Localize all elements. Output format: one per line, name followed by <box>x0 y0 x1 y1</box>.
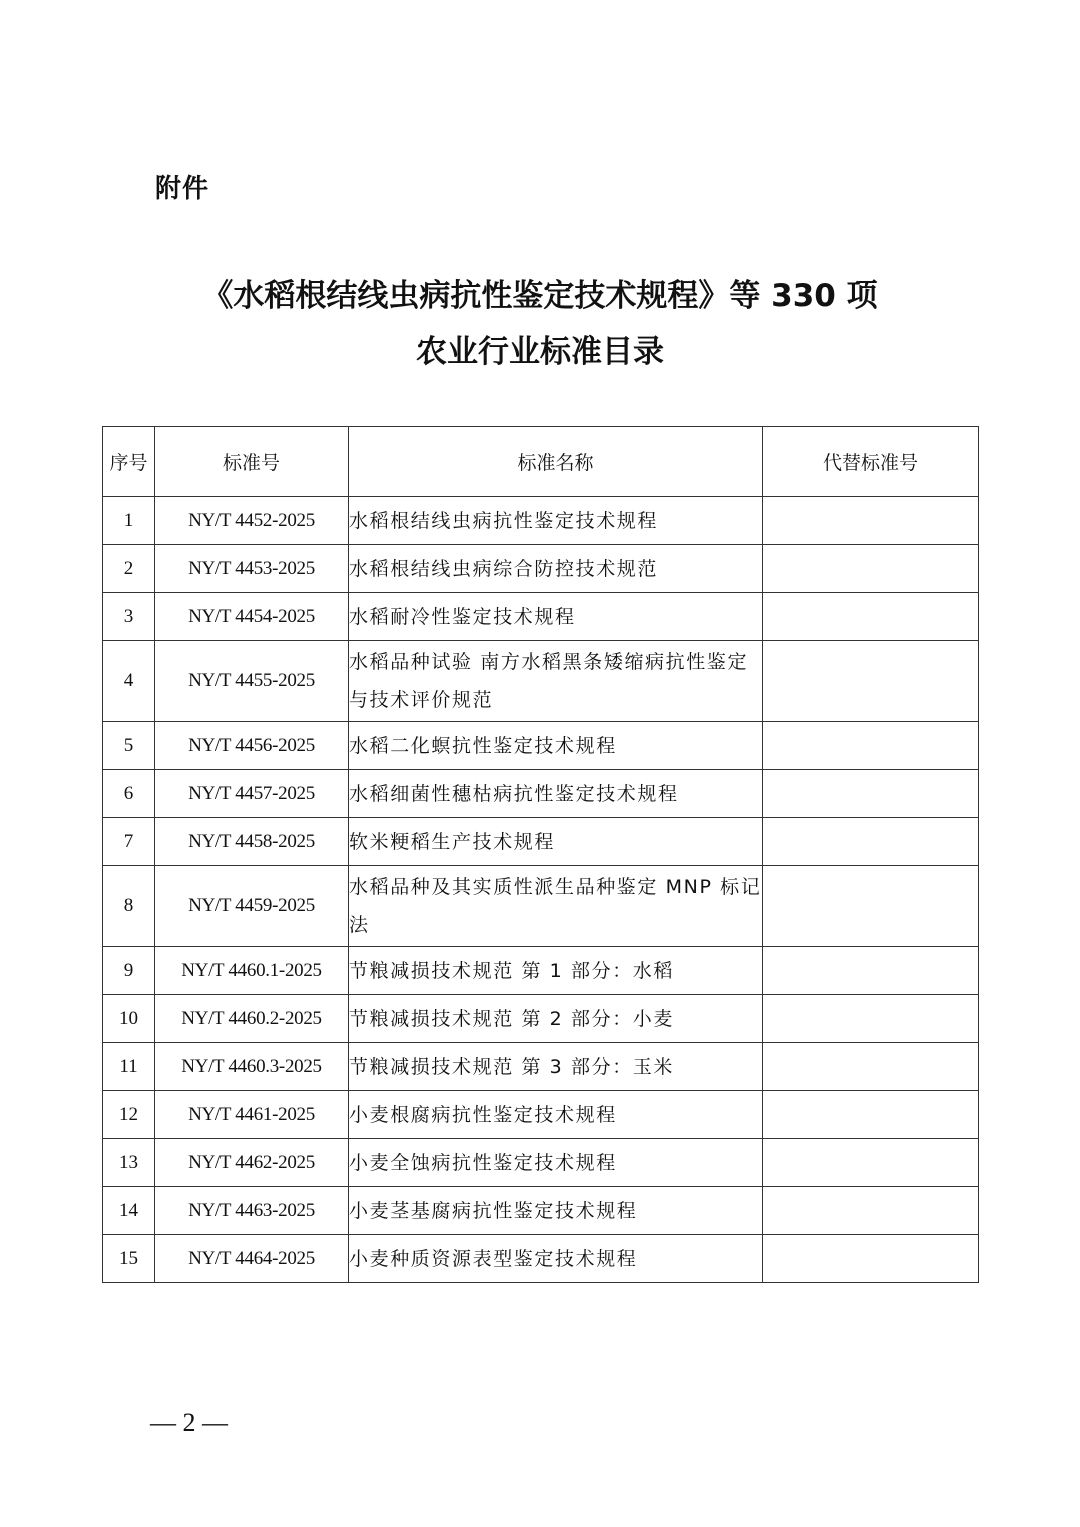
cell-name: 水稻品种及其实质性派生品种鉴定 MNP 标记法 <box>349 866 763 947</box>
header-name: 标准名称 <box>349 427 763 497</box>
table-row <box>103 1091 979 1139</box>
cell-seq: 11 <box>103 1043 155 1091</box>
cell-code: NY/T 4460.1-2025 <box>155 947 349 995</box>
document-title-line2: 农业行业标准目录 <box>416 334 664 370</box>
cell-code: NY/T 4460.3-2025 <box>155 1043 349 1091</box>
cell-replace <box>763 641 979 722</box>
cell-code: NY/T 4464-2025 <box>155 1235 349 1283</box>
cell-seq: 6 <box>103 770 155 818</box>
table-row <box>103 545 979 593</box>
cell-replace <box>763 818 979 866</box>
cell-replace <box>763 545 979 593</box>
cell-code: NY/T 4456-2025 <box>155 722 349 770</box>
standards-catalog-table <box>102 426 979 1283</box>
cell-seq: 2 <box>103 545 155 593</box>
cell-name: 水稻耐冷性鉴定技术规程 <box>349 593 763 641</box>
header-code: 标准号 <box>155 427 349 497</box>
cell-code: NY/T 4458-2025 <box>155 818 349 866</box>
cell-name: 水稻细菌性穗枯病抗性鉴定技术规程 <box>349 770 763 818</box>
cell-code: NY/T 4463-2025 <box>155 1187 349 1235</box>
cell-code: NY/T 4454-2025 <box>155 593 349 641</box>
cell-replace <box>763 1091 979 1139</box>
table-row <box>103 641 979 722</box>
cell-code: NY/T 4461-2025 <box>155 1091 349 1139</box>
cell-replace <box>763 1187 979 1235</box>
cell-name: 软米粳稻生产技术规程 <box>349 818 763 866</box>
cell-name: 小麦根腐病抗性鉴定技术规程 <box>349 1091 763 1139</box>
cell-replace <box>763 995 979 1043</box>
cell-seq: 14 <box>103 1187 155 1235</box>
header-replace: 代替标准号 <box>763 427 979 497</box>
cell-replace <box>763 770 979 818</box>
table-row <box>103 947 979 995</box>
cell-seq: 12 <box>103 1091 155 1139</box>
table-row <box>103 995 979 1043</box>
table-row <box>103 1139 979 1187</box>
table-row <box>103 818 979 866</box>
cell-seq: 3 <box>103 593 155 641</box>
cell-seq: 4 <box>103 641 155 722</box>
cell-code: NY/T 4452-2025 <box>155 497 349 545</box>
cell-name: 水稻品种试验 南方水稻黑条矮缩病抗性鉴定与技术评价规范 <box>349 641 763 722</box>
table-row <box>103 593 979 641</box>
cell-name: 小麦种质资源表型鉴定技术规程 <box>349 1235 763 1283</box>
cell-name: 水稻根结线虫病抗性鉴定技术规程 <box>349 497 763 545</box>
cell-seq: 15 <box>103 1235 155 1283</box>
cell-name: 水稻根结线虫病综合防控技术规范 <box>349 545 763 593</box>
cell-seq: 13 <box>103 1139 155 1187</box>
table-row <box>103 1043 979 1091</box>
cell-name: 节粮减损技术规范 第 2 部分：小麦 <box>349 995 763 1043</box>
cell-seq: 5 <box>103 722 155 770</box>
cell-code: NY/T 4462-2025 <box>155 1139 349 1187</box>
attachment-label: 附件 <box>155 174 210 204</box>
cell-seq: 8 <box>103 866 155 947</box>
cell-seq: 9 <box>103 947 155 995</box>
header-seq: 序号 <box>103 427 155 497</box>
cell-replace <box>763 722 979 770</box>
cell-code: NY/T 4457-2025 <box>155 770 349 818</box>
cell-code: NY/T 4455-2025 <box>155 641 349 722</box>
cell-seq: 1 <box>103 497 155 545</box>
table-row <box>103 866 979 947</box>
table-row <box>103 497 979 545</box>
cell-seq: 10 <box>103 995 155 1043</box>
cell-code: NY/T 4453-2025 <box>155 545 349 593</box>
table-header-row <box>103 427 979 497</box>
cell-name: 水稻二化螟抗性鉴定技术规程 <box>349 722 763 770</box>
cell-name: 节粮减损技术规范 第 3 部分：玉米 <box>349 1043 763 1091</box>
table-row <box>103 1235 979 1283</box>
cell-replace <box>763 947 979 995</box>
cell-code: NY/T 4460.2-2025 <box>155 995 349 1043</box>
cell-name: 节粮减损技术规范 第 1 部分：水稻 <box>349 947 763 995</box>
cell-name: 小麦茎基腐病抗性鉴定技术规程 <box>349 1187 763 1235</box>
cell-replace <box>763 497 979 545</box>
table-row <box>103 1187 979 1235</box>
cell-seq: 7 <box>103 818 155 866</box>
cell-replace <box>763 1235 979 1283</box>
cell-replace <box>763 1139 979 1187</box>
table-row <box>103 722 979 770</box>
document-title-line1: 《水稻根结线虫病抗性鉴定技术规程》等 330 项 <box>202 278 878 314</box>
cell-code: NY/T 4459-2025 <box>155 866 349 947</box>
cell-name: 小麦全蚀病抗性鉴定技术规程 <box>349 1139 763 1187</box>
cell-replace <box>763 1043 979 1091</box>
table-row <box>103 770 979 818</box>
cell-replace <box>763 866 979 947</box>
cell-replace <box>763 593 979 641</box>
page-number-footer: — 2 — <box>150 1408 228 1437</box>
